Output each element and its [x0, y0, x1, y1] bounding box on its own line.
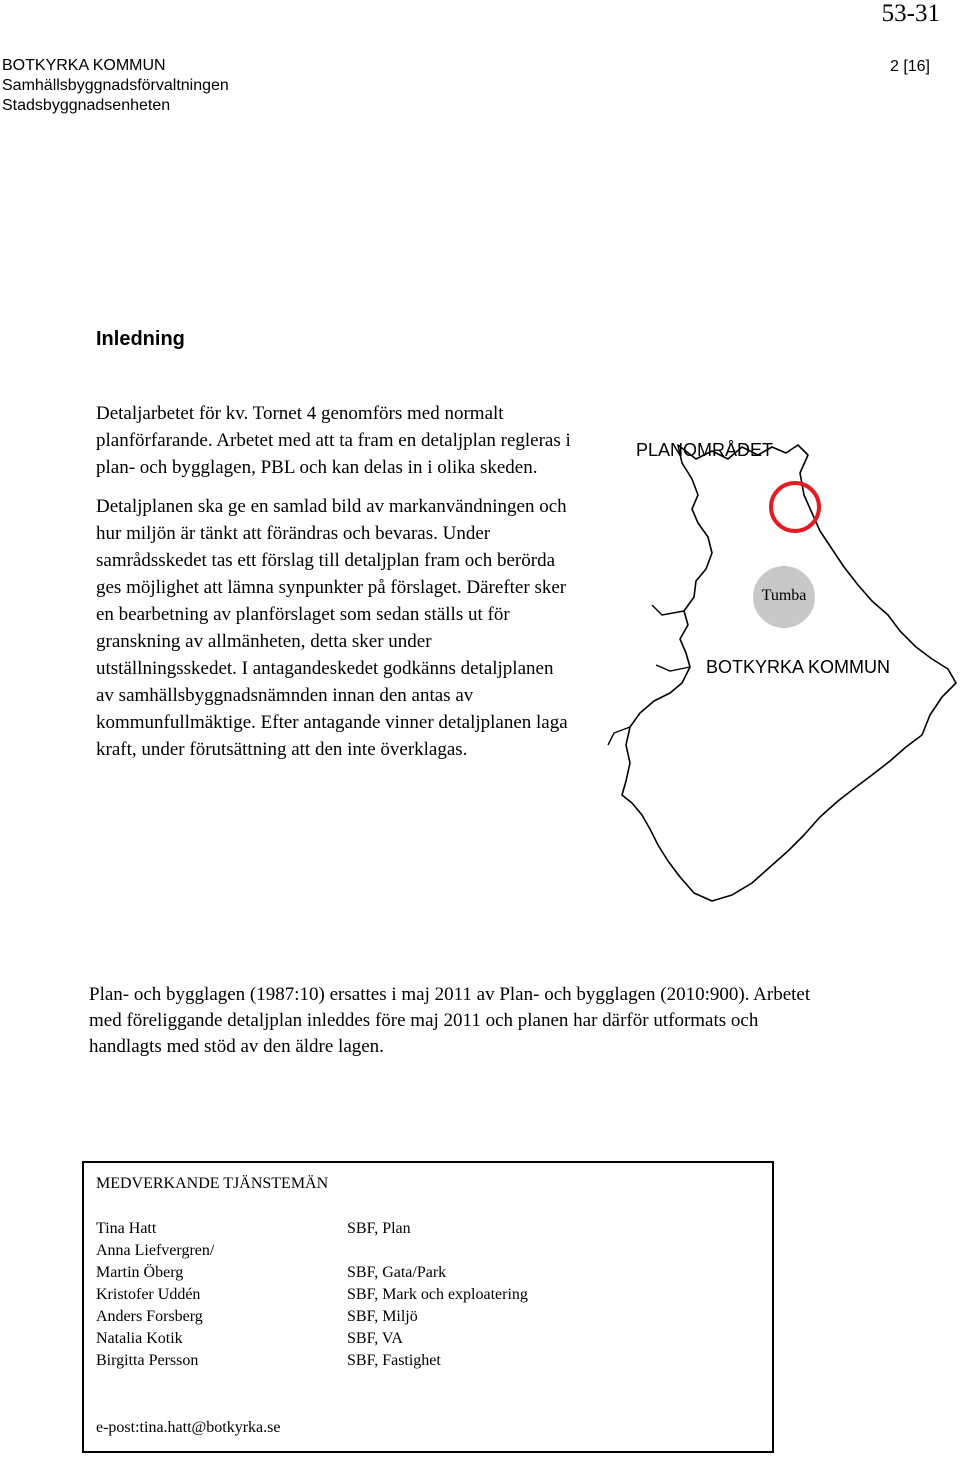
- section-heading: Inledning: [96, 328, 185, 350]
- staff-name: Tina Hatt: [96, 1220, 157, 1237]
- plan-area-label: PLANOMRÅDET: [636, 440, 774, 460]
- law-note: Plan- och bygglagen (1987:10) ersattes i maj 2011 av Plan- och bygglagen (2010:900). Arbetet med föreliggande detaljplan inleddes före maj 2011 och planen har därför utformats och handlagts med stöd av den äldre lagen.: [89, 984, 811, 1057]
- staff-department: SBF, Plan: [347, 1220, 411, 1237]
- intro-text: [96, 400, 576, 763]
- staff-box: [82, 1161, 774, 1453]
- staff-departments: [347, 1218, 528, 1372]
- staff-name: Martin Öberg: [96, 1264, 184, 1281]
- staff-title: MEDVERKANDE TJÄNSTEMÄN: [96, 1175, 329, 1192]
- staff-department: SBF, Mark och exploatering: [347, 1286, 528, 1303]
- header-unit: Stadsbyggnadsenheten: [2, 97, 171, 114]
- staff-name: Anders Forsberg: [96, 1308, 203, 1325]
- staff-email: e-post:tina.hatt@botkyrka.se: [96, 1419, 281, 1436]
- municipality-map: [600, 425, 960, 905]
- intro-paragraph-2: Detaljplanen ska ge en samlad bild av markanvändningen och hur miljön är tänkt att förändras och bevaras. Under samrådsskedet tas ett förslag till detaljplan fram och berörda ges möjlighet att lämna synpunkter på förslaget. Därefter sker en bearbetning av planförslaget som sedan ställs ut för granskning av allmänheten, detta sker under utställningsskedet. I antagandeskedet godkänns detaljplanen av samhällsbyggnadsnämnden innan den antas av kommunfullmäktige. Efter antagande vinner detaljplanen laga kraft, under förutsättning att den inte överklagas.: [96, 496, 568, 760]
- staff-name: Birgitta Persson: [96, 1352, 199, 1369]
- document-header: [2, 56, 229, 116]
- staff-department: SBF, Gata/Park: [347, 1264, 447, 1281]
- intro-paragraph-1: Detaljarbetet för kv. Tornet 4 genomförs med normalt planförfarande. Arbetet med att ta fram en detaljplan regleras i plan- och bygglagen, PBL och kan delas in i olika skeden.: [96, 403, 571, 478]
- page-number: 53-31: [881, 0, 940, 27]
- header-dept: Samhällsbyggnadsförvaltningen: [2, 77, 229, 94]
- staff-department: SBF, Miljö: [347, 1308, 418, 1325]
- municipality-label: BOTKYRKA KOMMUN: [706, 657, 891, 677]
- header-org: BOTKYRKA KOMMUN: [2, 57, 166, 74]
- staff-name: Kristofer Uddén: [96, 1286, 201, 1303]
- staff-name: Natalia Kotik: [96, 1330, 183, 1347]
- staff-name: Anna Liefvergren/: [96, 1242, 215, 1259]
- staff-department: [347, 1240, 528, 1262]
- coast-inlet: [608, 605, 690, 745]
- plan-area-marker: [771, 483, 819, 531]
- staff-names: [96, 1218, 214, 1372]
- tumba-label: Tumba: [761, 587, 807, 604]
- staff-department: SBF, VA: [347, 1330, 403, 1347]
- staff-department: SBF, Fastighet: [347, 1352, 441, 1369]
- header-page-count: 2 [16]: [889, 58, 930, 75]
